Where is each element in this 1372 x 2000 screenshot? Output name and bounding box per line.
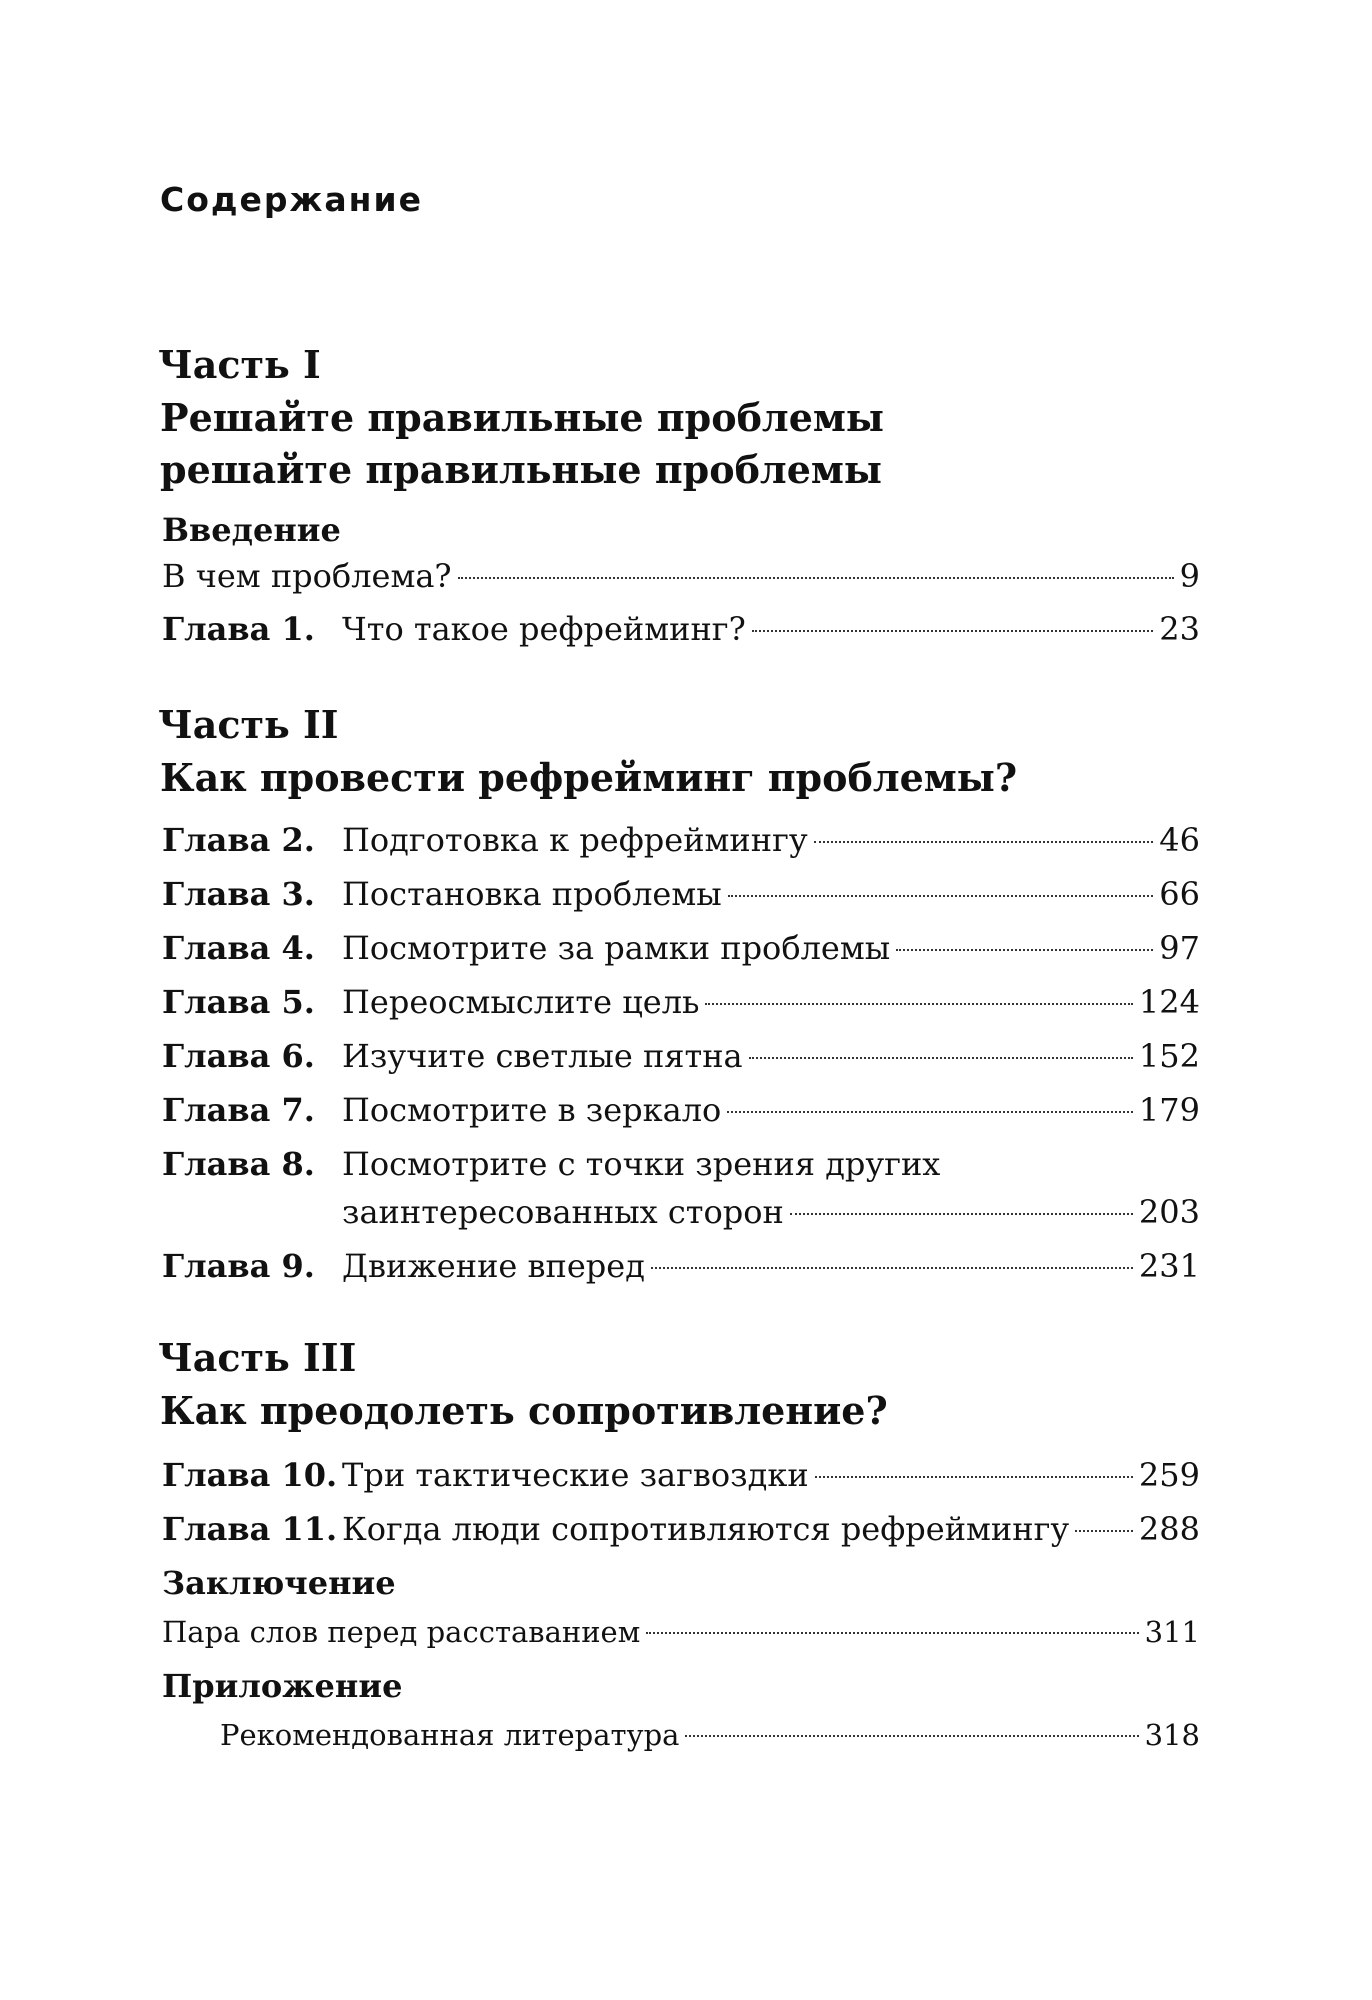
dot-leader [727, 1111, 1133, 1113]
part-1-label: Часть I [158, 342, 321, 387]
entry-title: заинтересованных сторон [342, 1193, 784, 1231]
part-3-heading [160, 1385, 1210, 1437]
toc-entry-chapter-7[interactable] [162, 1086, 1200, 1134]
chapter-number: Глава 7. [162, 1091, 315, 1129]
conclusion-heading: Заключение [162, 1564, 396, 1602]
part-1-heading-line-1: Решайте правильные проблемы [160, 395, 884, 440]
chapter-number: Глава 4. [162, 929, 315, 967]
entry-page: 46 [1159, 821, 1200, 859]
entry-page: 9 [1179, 557, 1200, 595]
entry-page: 318 [1144, 1718, 1200, 1752]
entry-title: Посмотрите в зеркало [342, 1091, 722, 1129]
dot-leader [646, 1632, 1138, 1634]
entry-page: 124 [1138, 983, 1200, 1021]
dot-leader [896, 949, 1153, 951]
toc-entry-chapter-3[interactable] [162, 870, 1200, 918]
entry-title: В чем проблема? [162, 557, 452, 595]
dot-leader [1075, 1530, 1133, 1532]
part-2-heading-line-1: Как провести рефрейминг проблемы? [160, 755, 1018, 800]
chapter-number: Глава 2. [162, 821, 315, 859]
dot-leader [749, 1057, 1133, 1059]
entry-title: Изучите светлые пятна [342, 1037, 743, 1075]
entry-title: Постановка проблемы [342, 875, 722, 913]
entry-page: 203 [1138, 1193, 1200, 1231]
entry-title: Три тактические загвоздки [342, 1456, 809, 1494]
toc-entry-chapter-10[interactable] [162, 1451, 1200, 1499]
dot-leader [651, 1267, 1133, 1269]
toc-entry-introduction[interactable] [162, 552, 1200, 600]
introduction-heading: Введение [162, 511, 341, 549]
dot-leader [814, 841, 1154, 843]
dot-leader [685, 1735, 1138, 1737]
dot-leader [458, 577, 1174, 579]
toc-entry-chapter-9[interactable] [162, 1242, 1200, 1290]
part-3-label: Часть III [158, 1335, 357, 1380]
dot-leader [815, 1476, 1133, 1478]
entry-page: 288 [1138, 1510, 1200, 1548]
entry-title-line-1: Посмотрите с точки зрения других [342, 1145, 941, 1183]
part-1-heading-line-2: решайте правильные проблемы [160, 447, 882, 492]
chapter-number: Глава 3. [162, 875, 315, 913]
part-2-label: Часть II [158, 702, 339, 747]
entry-title: Подготовка к рефреймингу [342, 821, 808, 859]
toc-entry-chapter-8[interactable] [162, 1140, 1200, 1236]
entry-title: Когда люди сопротивляются рефреймингу [342, 1510, 1070, 1548]
entry-page: 152 [1138, 1037, 1200, 1075]
dot-leader [752, 630, 1154, 632]
entry-page: 311 [1144, 1615, 1200, 1649]
dot-leader [705, 1003, 1132, 1005]
entry-page: 23 [1159, 610, 1200, 648]
entry-page: 231 [1138, 1247, 1200, 1285]
entry-page: 97 [1159, 929, 1200, 967]
entry-title: Что такое рефрейминг? [342, 610, 746, 648]
toc-entry-appendix[interactable] [162, 1711, 1200, 1759]
chapter-number: Глава 9. [162, 1247, 315, 1285]
entry-page: 259 [1138, 1456, 1200, 1494]
chapter-number: Глава 5. [162, 983, 315, 1021]
toc-entry-chapter-5[interactable] [162, 978, 1200, 1026]
appendix-heading: Приложение [162, 1667, 403, 1705]
entry-title: Пара слов перед расставанием [162, 1615, 641, 1649]
entry-title: Движение вперед [342, 1247, 645, 1285]
dot-leader [728, 895, 1154, 897]
part-3-heading-line-1: Как преодолеть сопротивление? [160, 1388, 888, 1433]
chapter-number: Глава 1. [162, 610, 315, 648]
part-2-heading [160, 752, 1210, 804]
toc-entry-chapter-2[interactable] [162, 816, 1200, 864]
toc-title: Содержание [160, 180, 423, 219]
entry-title: Переосмыслите цель [342, 983, 700, 1021]
entry-page: 66 [1159, 875, 1200, 913]
part-1-heading [160, 392, 1210, 496]
entry-title: Рекомендованная литература [220, 1718, 680, 1752]
toc-entry-chapter-11[interactable] [162, 1505, 1200, 1553]
toc-entry-chapter-4[interactable] [162, 924, 1200, 972]
chapter-number: Глава 11. [162, 1510, 338, 1548]
toc-entry-chapter-6[interactable] [162, 1032, 1200, 1080]
toc-entry-conclusion[interactable] [162, 1608, 1200, 1656]
chapter-number: Глава 10. [162, 1456, 338, 1494]
chapter-number: Глава 8. [162, 1145, 315, 1183]
dot-leader [790, 1213, 1133, 1215]
entry-page: 179 [1138, 1091, 1200, 1129]
entry-title: Посмотрите за рамки проблемы [342, 929, 891, 967]
chapter-number: Глава 6. [162, 1037, 315, 1075]
toc-entry-chapter-1[interactable] [162, 605, 1200, 653]
